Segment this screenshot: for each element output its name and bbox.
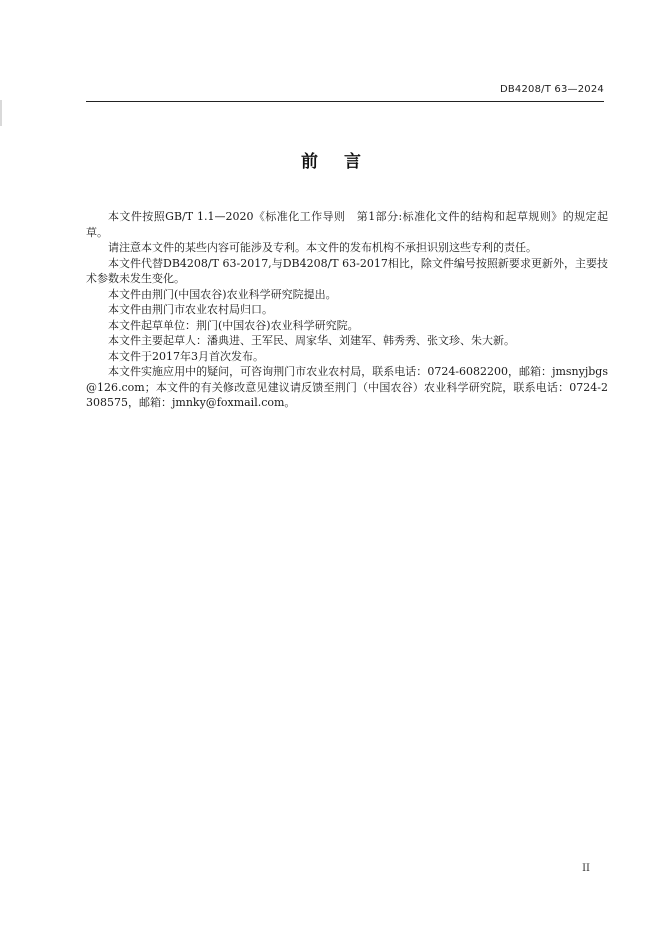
page-number: II [582,863,590,874]
paragraph-drafters: 本文件主要起草人：潘典进、王军民、周家华、刘建军、韩秀秀、张文珍、朱大新。 [108,334,515,347]
scan-edge-mark [0,100,2,126]
header-rule [86,101,604,102]
paragraph-replacement: 本文件代替DB4208/T 63-2017,与DB4208/T 63-2017相比，除文件编号按照新要求更新外，主要技术参数未发生变化。 [86,256,608,285]
paragraph-contact: 本文件实施应用中的疑问，可咨询荆门市农业农村局，联系电话：0724-6082200，邮箱：jmsnyjbgs@126.com；本文件的有关修改意见建议请反馈至荆门（中国农谷）农业科学研究院，联系电话：0724-2308575，邮箱：jmnky@foxmail.com。 [86,365,608,409]
foreword-body [86,209,608,411]
page-title: 前言 [301,152,387,172]
paragraph-drafting-unit: 本文件起草单位：荆门(中国农谷)农业科学研究院。 [108,318,359,332]
paragraph-proposer: 本文件由荆门(中国农谷)农业科学研究院提出。 [108,287,337,301]
paragraph-patent-notice: 请注意本文件的某些内容可能涉及专利。本文件的发布机构不承担识别这些专利的责任。 [108,241,537,254]
paragraph-first-release: 本文件于2017年3月首次发布。 [108,349,264,363]
paragraph-drafting-rules: 本文件按照GB/T 1.1—2020《标准化工作导则 第1部分:标准化文件的结构和起草规则》的规定起草。 [86,210,608,239]
document-number: DB4208/T 63—2024 [499,84,604,95]
paragraph-administrator: 本文件由荆门市农业农村局归口。 [108,303,273,316]
